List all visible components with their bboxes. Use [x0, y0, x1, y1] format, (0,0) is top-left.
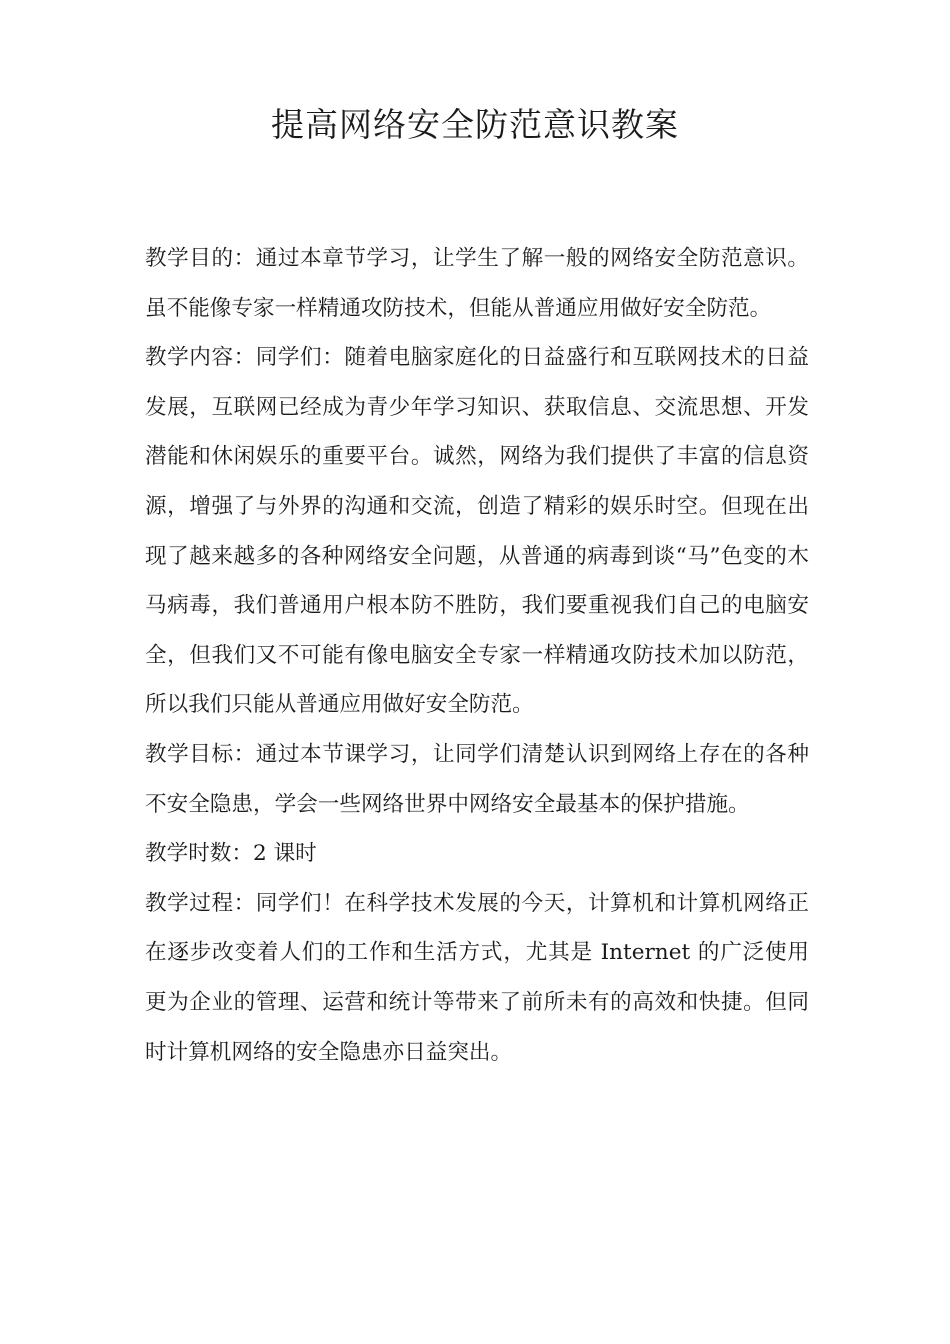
paragraph-teaching-goal: 教学目标：通过本节课学习，让同学们清楚认识到网络上存在的各种不安全隐患，学会一些网络世界中网络安全最基本的保护措施。	[145, 741, 809, 817]
document-body	[145, 234, 809, 1077]
document-title: 提高网络安全防范意识教案	[271, 105, 679, 144]
paragraph-teaching-content: 教学内容：同学们：随着电脑家庭化的日益盛行和互联网技术的日益发展，互联网已经成为青少年学习知识、获取信息、交流思想、开发潜能和休闲娱乐的重要平台。诚然，网络为我们提供了丰富的信息资源，增强了与外界的沟通和交流，创造了精彩的娱乐时空。但现在出现了越来越多的各种网络安全问题，从普通的病毒到谈“马”色变的木马病毒，我们普通用户根本防不胜防，我们要重视我们自己的电脑安全，但我们又不可能有像电脑安全专家一样精通攻防技术加以防范，所以我们只能从普通应用做好安全防范。	[145, 345, 809, 718]
paragraph-teaching-purpose: 教学目的：通过本章节学习，让学生了解一般的网络安全防范意识。虽不能像专家一样精通攻防技术，但能从普通应用做好安全防范。	[145, 246, 809, 321]
paragraph-teaching-process: 教学过程：同学们！在科学技术发展的今天，计算机和计算机网络正在逐步改变着人们的工作和生活方式，尤其是 Internet 的广泛使用更为企业的管理、运营和统计等带来了前所未有的高效和快捷。但同时计算机网络的安全隐患亦日益突出。	[145, 890, 809, 1065]
paragraph-teaching-hours: 教学时数：2 课时	[145, 841, 317, 867]
